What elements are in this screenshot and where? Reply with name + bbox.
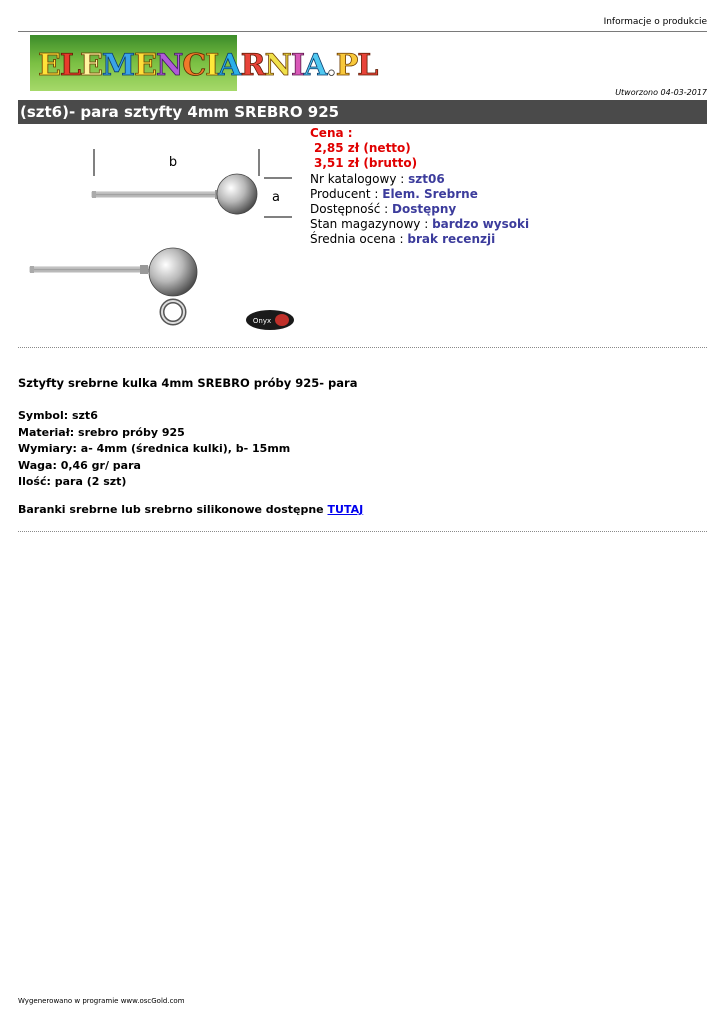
spec-line: Wymiary: a- 4mm (średnica kulki), b- 15mm bbox=[18, 442, 291, 455]
watermark-label: Onyx bbox=[252, 317, 272, 325]
spec-line: Waga: 0,46 gr/ para bbox=[18, 458, 141, 472]
tutaj-link[interactable]: TUTAJ bbox=[327, 503, 364, 516]
detail-value: Dostępny bbox=[392, 202, 457, 217]
product-title: (szt6)- para sztyfty 4mm SREBRO 925 bbox=[18, 100, 707, 124]
price-brutto: 3,51 zł (brutto) bbox=[314, 156, 418, 171]
svg-text:ELEMENCIARNIA.PL: ELEMENCIARNIA.PL bbox=[38, 48, 378, 83]
note-text: Baranki srebrne lub srebrno silikonowe dostępne bbox=[18, 503, 324, 516]
created-date: Utworzono 04-03-2017 bbox=[615, 88, 707, 97]
detail-label: Nr katalogowy : bbox=[310, 171, 405, 186]
detail-label: Dostępność : bbox=[310, 202, 389, 217]
spec-line: Ilość: para (2 szt) bbox=[18, 475, 127, 488]
detail-value: bardzo wysoki bbox=[432, 217, 530, 232]
section-divider bbox=[18, 531, 707, 532]
price-label: Cena : bbox=[310, 126, 353, 140]
section-divider bbox=[18, 347, 707, 348]
detail-availability bbox=[310, 202, 529, 217]
spec-line: Symbol: szt6 bbox=[18, 409, 98, 422]
footer-text: Wygenerowano w programie www.oscGold.com bbox=[18, 997, 185, 1005]
site-logo[interactable] bbox=[30, 35, 378, 91]
detail-value: Elem. Srebrne bbox=[382, 186, 478, 201]
dimension-a-label: a bbox=[272, 190, 280, 205]
detail-value: brak recenzji bbox=[407, 232, 496, 247]
detail-label: Średnia ocena : bbox=[310, 232, 404, 247]
dimension-b-label: b bbox=[168, 155, 178, 170]
detail-rating bbox=[310, 232, 529, 247]
detail-catalog-number bbox=[310, 172, 529, 187]
description-note bbox=[18, 502, 363, 519]
detail-label: Producent : bbox=[310, 186, 379, 201]
product-image bbox=[20, 140, 300, 340]
detail-value: szt06 bbox=[408, 171, 445, 186]
detail-producer bbox=[310, 187, 529, 202]
description-specs bbox=[18, 408, 290, 491]
detail-label: Stan magazynowy : bbox=[310, 217, 429, 232]
spec-line: Materiał: srebro próby 925 bbox=[18, 425, 185, 439]
price-netto: 2,85 zł (netto) bbox=[314, 141, 411, 156]
description-title: Sztyfty srebrne kulka 4mm SREBRO próby 925- para bbox=[18, 376, 358, 390]
product-details bbox=[310, 126, 529, 248]
header-divider bbox=[18, 31, 707, 32]
detail-stock bbox=[310, 217, 529, 232]
section-title: Informacje o produkcie bbox=[603, 17, 707, 27]
